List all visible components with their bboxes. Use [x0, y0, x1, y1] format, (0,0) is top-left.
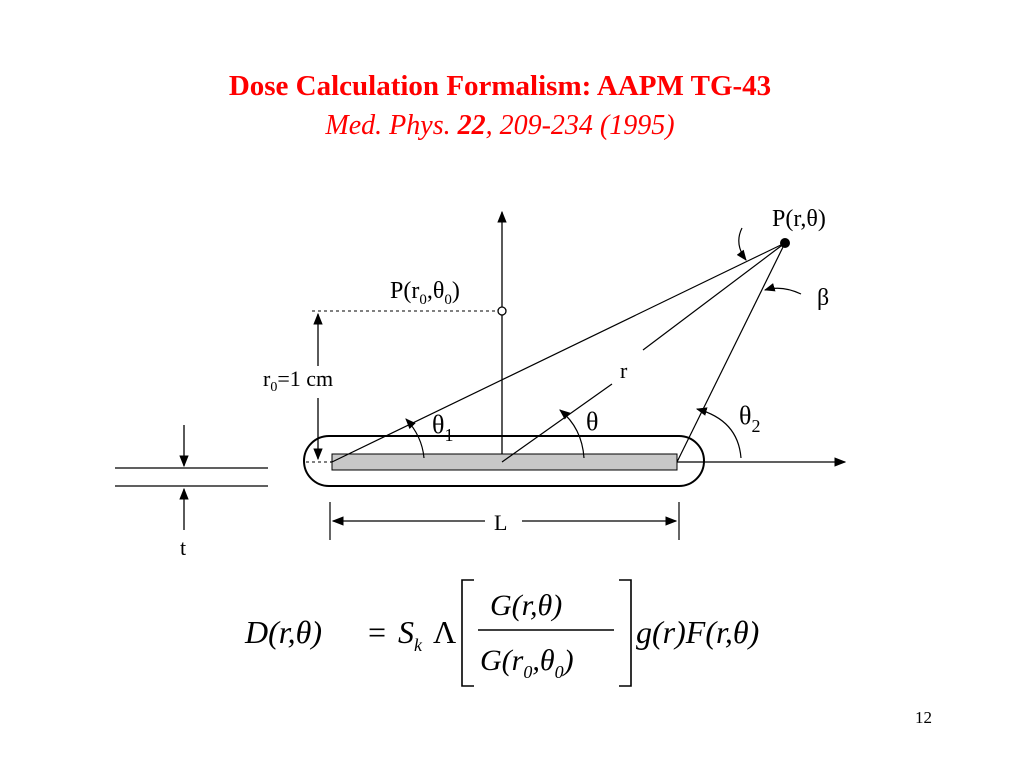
left-bracket	[462, 580, 474, 686]
label-theta1: $\theta_1$	[432, 410, 454, 445]
label-r0: $r_0=1$ cm	[263, 366, 334, 395]
beta-pointer	[765, 288, 801, 294]
label-theta: θ	[586, 407, 599, 436]
label-point-p: P(r,θ)	[772, 206, 826, 232]
label-thickness: t	[180, 535, 187, 560]
dose-formula	[244, 580, 759, 686]
label-beta: β	[817, 285, 830, 311]
formula-equals: =	[368, 614, 387, 650]
p-pointer	[739, 228, 746, 260]
formula-lhs: D(r,θ)	[245, 614, 323, 650]
formula-denominator: $G(r_0,\theta_0)$	[480, 644, 574, 682]
theta-arc	[560, 410, 584, 458]
line-source-start-to-p	[332, 243, 785, 462]
formula-sk: $S_k$	[398, 614, 422, 655]
pages-year: , 209-234 (1995)	[485, 110, 675, 141]
theta2-arc	[697, 409, 741, 458]
active-source	[332, 454, 677, 470]
reference-point-marker	[498, 307, 506, 315]
point-p-marker	[780, 238, 790, 248]
right-bracket	[619, 580, 631, 686]
formula-numerator: G(r,θ)	[490, 589, 563, 622]
label-reference-point: $P(r_0,\theta_0)$	[390, 278, 460, 308]
radius-line-upper	[643, 243, 785, 350]
label-length: L	[494, 510, 508, 535]
journal-name: Med. Phys.	[325, 110, 451, 141]
label-theta2: $\theta_2$	[739, 401, 761, 436]
label-r: r	[620, 358, 628, 383]
formula-rhs: g(r)F(r,θ)	[636, 614, 760, 650]
slide-title: Dose Calculation Formalism: AAPM TG-43	[228, 70, 772, 102]
formula-lambda: Λ	[433, 614, 457, 650]
volume-number: 22	[457, 110, 486, 141]
page-number: 12	[915, 708, 932, 727]
